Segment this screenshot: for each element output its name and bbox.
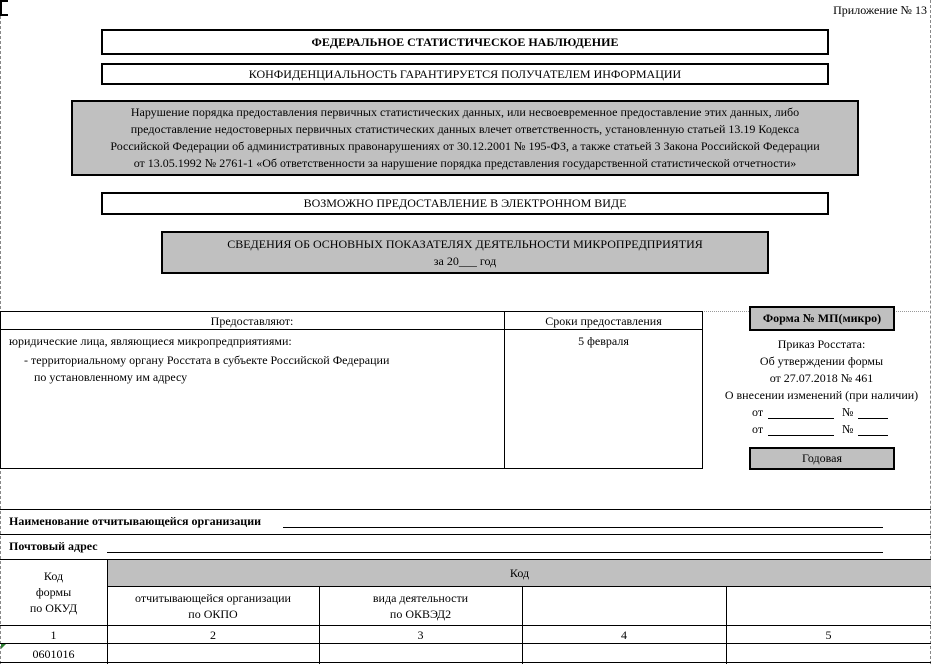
col4-value-cell[interactable] [523,644,725,661]
changes-number-field[interactable] [858,418,888,419]
submitter-line: по установленному им адресу [34,370,188,384]
org-name-field[interactable] [283,527,883,528]
electronic-box [101,192,829,215]
org-name-label: Наименование отчитывающейся организации [9,514,262,528]
submitter-line: - территориальному органу Росстата в субъекте Российской Федерации [24,353,390,367]
col-number: 3 [417,628,424,642]
okved-header [319,590,522,622]
deadline-value: 5 февраля [578,334,629,348]
code-header-cell [107,560,931,587]
period-box [749,447,895,470]
submitter-line: юридические лица, являющиеся микропредприятиями: [9,334,292,348]
org-section-divider [0,534,931,535]
okud-header-line: по ОКУД [29,601,78,615]
warning-line: Нарушение порядка предоставления первичных статистических данных, или несвоевременное предоставление этих данных, либо [130,105,800,119]
org-section-border-top [0,509,931,510]
okud-header-line: Код [43,569,64,583]
submit-col-header: Предоставляют: [210,314,294,328]
okpo-header [107,590,319,622]
warning-line: Российской Федерации об административных правонарушениях от 30.12.2001 № 195-ФЗ, а также статьей 3 Закона Российской Федерации [110,139,820,153]
federal-observation-box [101,29,829,55]
changes-from-label: от [752,405,764,419]
address-label: Почтовый адрес [9,539,98,553]
order-label: Приказ Росстата: [777,337,866,351]
confidential-box [101,63,829,85]
changes-from-label: от [752,422,764,436]
approval-label: Об утверждении формы [759,354,884,368]
col-number: 1 [50,628,57,642]
form-number: Форма № МП(микро) [762,311,882,325]
changes-num-label: № [842,422,854,436]
page-corner-marker [0,0,8,16]
form-number-box [749,306,895,331]
changes-number-field[interactable] [858,435,888,436]
title-box [161,231,769,274]
changes-label: О внесении изменений (при наличии) [724,388,919,402]
okud-value: 0601016 [32,647,75,661]
period-label: Годовая [802,451,842,465]
report-year: за 20___ год [433,253,497,268]
changes-num-label: № [842,405,854,419]
electronic-text: ВОЗМОЖНО ПРЕДОСТАВЛЕНИЕ В ЭЛЕКТРОННОМ ВИДЕ [303,196,627,210]
okud-header [0,568,107,616]
report-title: СВЕДЕНИЯ ОБ ОСНОВНЫХ ПОКАЗАТЕЛЯХ ДЕЯТЕЛЬНОСТИ МИКРОПРЕДПРИЯТИЯ [227,236,703,251]
okpo-header-line: отчитывающейся организации [135,591,291,605]
warning-line: предоставление недостоверных первичных статистических данных влечет ответственность, установленную статьей 13.19 Кодекса [130,122,800,136]
deadline-col-header: Сроки предоставления [545,314,662,328]
changes-date-field[interactable] [768,418,834,419]
col-number: 5 [825,628,832,642]
submit-table-header-divider [0,329,703,330]
okved-header-line: вида деятельности [372,591,469,605]
code-header: Код [509,565,530,580]
appendix-label: Приложение № 13 [833,3,927,17]
okpo-header-line: по ОКПО [188,607,238,621]
confidential-text: КОНФИДЕНЦИАЛЬНОСТЬ ГАРАНТИРУЕТСЯ ПОЛУЧАТЕЛЕМ ИНФОРМАЦИИ [248,66,682,81]
federal-observation-text: ФЕДЕРАЛЬНОЕ СТАТИСТИЧЕСКОЕ НАБЛЮДЕНИЕ [311,34,619,49]
col5-value-cell[interactable] [727,644,929,661]
changes-date-field[interactable] [768,435,834,436]
col-number: 4 [621,628,627,642]
approval-date: от 27.07.2018 № 461 [769,371,874,385]
warning-line: от 13.05.1992 № 2761-1 «Об ответственности за нарушение порядка представления государственной статистической отчетности» [133,156,797,170]
codes-row-divider [0,662,931,663]
okved-value-cell[interactable] [320,644,521,661]
warning-box [71,100,859,176]
codes-row-divider [0,625,931,626]
okpo-value-cell[interactable] [108,644,318,661]
okved-header-line: по ОКВЭД2 [389,607,452,621]
address-field[interactable] [107,552,883,553]
col-number: 2 [210,628,216,642]
okud-header-line: формы [35,585,72,599]
